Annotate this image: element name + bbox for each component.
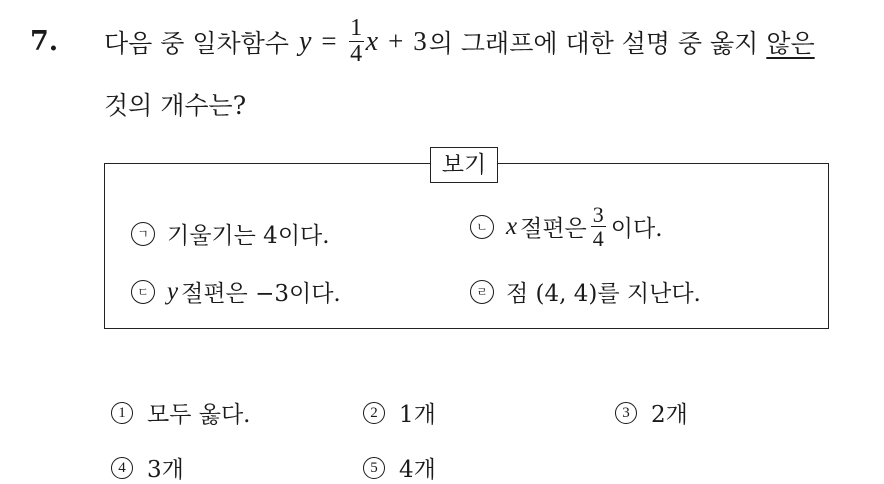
statement-marker-a: ㄱ bbox=[131, 222, 155, 246]
choice-text-3: 2개 bbox=[651, 402, 688, 428]
statement-c bbox=[131, 275, 341, 308]
answer-choice-4[interactable] bbox=[111, 451, 184, 484]
equals-sign: = bbox=[321, 26, 337, 56]
statement-text-a: 기울기는 4이다. bbox=[167, 223, 330, 249]
equation-constant: 3 bbox=[413, 26, 427, 56]
statement-text-b-before: 절편은 bbox=[520, 216, 587, 242]
stem-emphasis: 않은 bbox=[766, 28, 815, 58]
statement-fraction-b bbox=[591, 203, 606, 250]
choice-text-1: 모두 옳다. bbox=[147, 402, 251, 428]
statement-frac-den-b: 4 bbox=[592, 226, 604, 251]
bogi-title: 보기 bbox=[430, 147, 498, 183]
statement-text-d: 점 (4, 4)를 지난다. bbox=[506, 281, 701, 307]
statement-var-c: y bbox=[167, 277, 179, 305]
statement-d bbox=[470, 275, 701, 308]
fraction-numerator: 1 bbox=[350, 15, 363, 41]
plus-sign: + bbox=[388, 26, 404, 56]
choice-number-5: 5 bbox=[363, 457, 385, 479]
choice-number-3: 3 bbox=[615, 402, 637, 424]
answer-choice-3[interactable] bbox=[615, 396, 688, 429]
answer-choice-5[interactable] bbox=[363, 451, 436, 484]
choice-number-4: 4 bbox=[111, 457, 133, 479]
statement-b bbox=[470, 203, 663, 250]
equation-lhs: y bbox=[298, 25, 312, 57]
statement-marker-d: ㄹ bbox=[470, 280, 494, 304]
answer-choice-1[interactable] bbox=[111, 396, 251, 429]
statement-marker-b: ㄴ bbox=[470, 215, 494, 239]
stem-prefix: 다음 중 일차함수 bbox=[104, 28, 289, 58]
choice-number-1: 1 bbox=[111, 402, 133, 424]
choice-number-2: 2 bbox=[363, 402, 385, 424]
choice-text-4: 3개 bbox=[147, 457, 184, 483]
choice-text-5: 4개 bbox=[399, 457, 436, 483]
stem-middle: 의 그래프에 대한 설명 중 옳지 bbox=[428, 28, 759, 58]
fraction-denominator: 4 bbox=[350, 41, 363, 67]
answer-choice-2[interactable] bbox=[363, 396, 436, 429]
statement-marker-c: ㄷ bbox=[131, 280, 155, 304]
statement-var-b: x bbox=[506, 212, 518, 240]
question-stem-line1 bbox=[104, 16, 815, 67]
statement-a bbox=[131, 217, 330, 250]
statement-text-b-after: 이다. bbox=[610, 216, 663, 242]
statement-frac-num-b: 3 bbox=[592, 202, 604, 227]
question-stem-line2: 것의 개수는? bbox=[104, 91, 247, 120]
equation-variable: x bbox=[365, 25, 379, 57]
question-number: 7. bbox=[30, 26, 59, 57]
slope-fraction bbox=[349, 16, 364, 67]
choice-text-2: 1개 bbox=[399, 402, 436, 428]
statement-text-c: 절편은 −3이다. bbox=[181, 281, 341, 307]
